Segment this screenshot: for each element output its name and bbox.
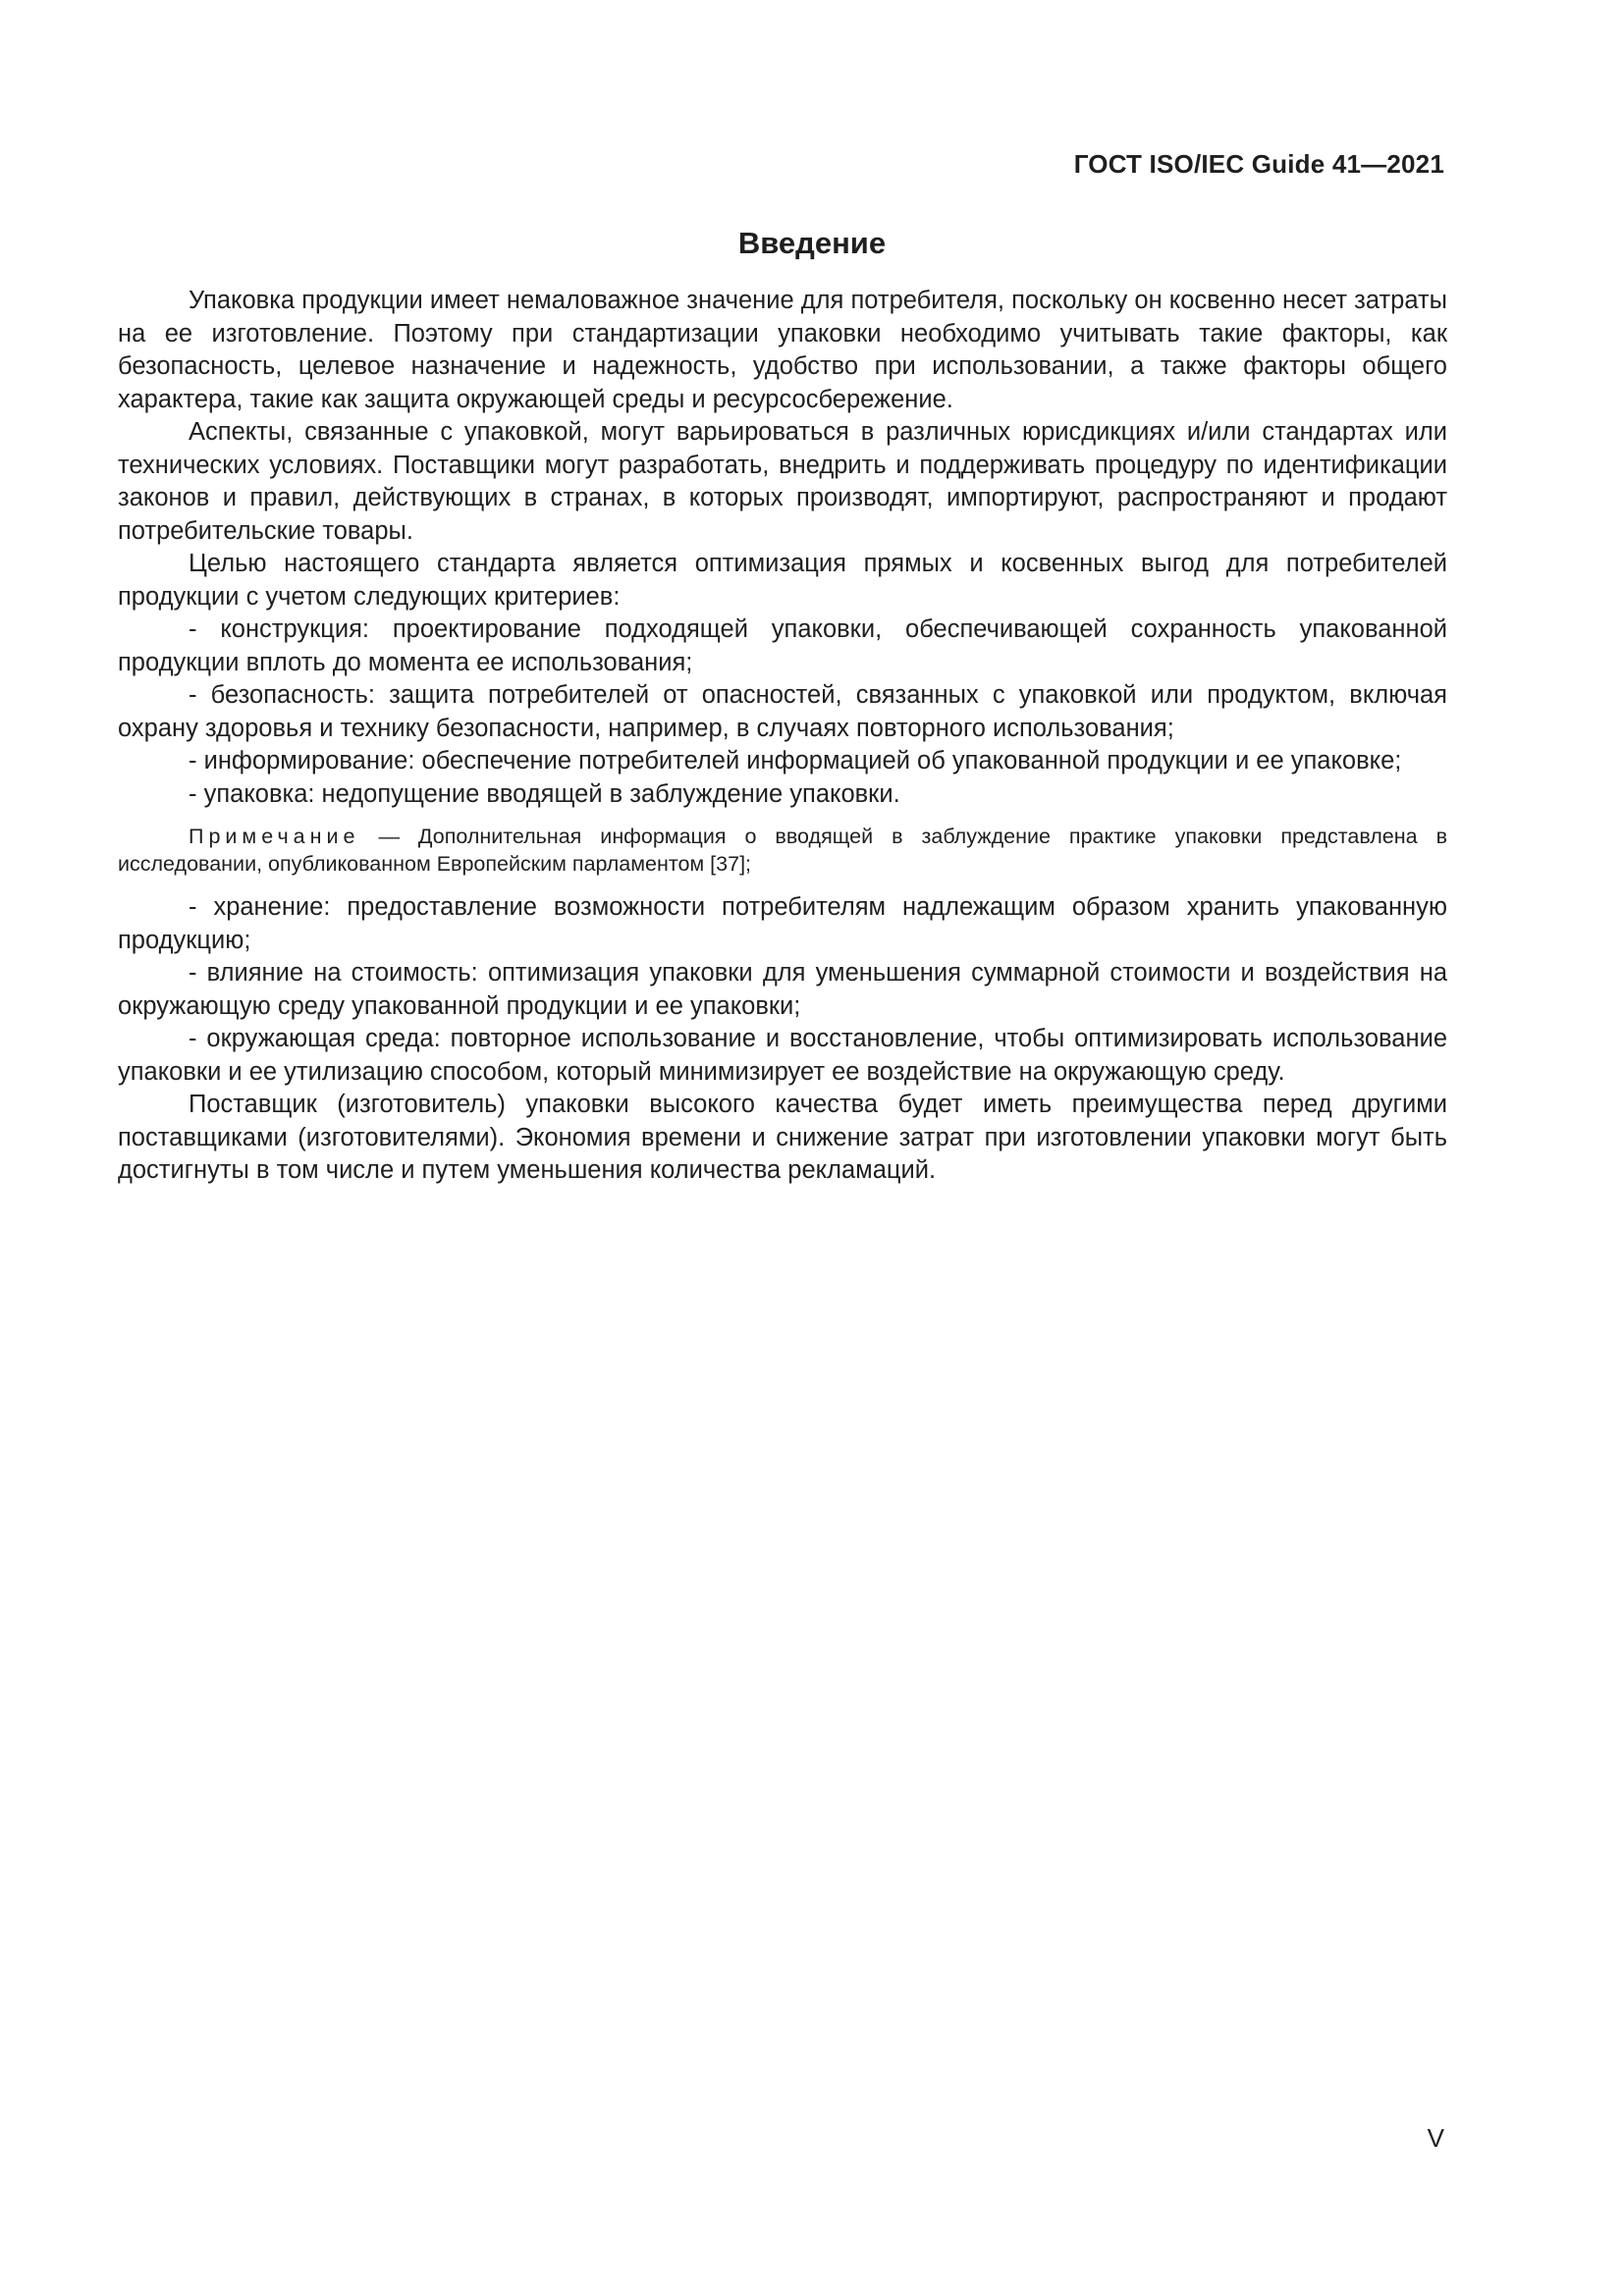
list-item: - упаковка: недопущение вводящей в заблуждение упаковки.	[189, 779, 900, 808]
section-title: Введение	[737, 226, 887, 260]
note	[118, 823, 1447, 878]
list-item: - окружающая среда: повторное использование и восстановление, чтобы оптимизировать использование упаковки и ее утилизацию способом, который минимизирует ее воздействие на окружающую среду.	[118, 1025, 1447, 1086]
note-text: — Дополнительная информация о вводящей в заблуждение практике упаковки представлена в исследовании, опубликованном Европейским парламентом [37];	[118, 825, 1447, 876]
paragraph: Упаковка продукции имеет немаловажное значение для потребителя, поскольку он косвенно несет затраты на ее изготовление. Поэтому при стандартизации упаковки необходимо учитывать такие факторы, как безопасность, целевое назначение и надежность, удобство при использовании, а также факторы общего характера, такие как защита окружающей среды и ресурсосбережение.	[118, 287, 1447, 413]
list-item: - безопасность: защита потребителей от опасностей, связанных с упаковкой или продуктом, включая охрану здоровья и технику безопасности, например, в случаях повторного использования;	[118, 681, 1447, 742]
paragraph: Аспекты, связанные с упаковкой, могут варьироваться в различных юрисдикциях и/или стандартах или технических условиях. Поставщики могут разработать, внедрить и поддерживать процедуру по идентификации законов и правил, действующих в странах, в которых производят, импортируют, распространяют и продают потребительские товары.	[118, 418, 1447, 545]
page-number: V	[1427, 2123, 1444, 2153]
note-label: Примечание	[189, 825, 360, 848]
list-item: - информирование: обеспечение потребителей информацией об упакованной продукции и ее упаковке;	[189, 747, 1402, 774]
list-item: - влияние на стоимость: оптимизация упаковки для уменьшения суммарной стоимости и воздействия на окружающую среду упакованной продукции и ее упаковки;	[118, 959, 1447, 1020]
document-body	[118, 285, 1447, 1188]
document-code: ГОСТ ISO/IEC Guide 41—2021	[1073, 149, 1444, 179]
paragraph: Целью настоящего стандарта является оптимизация прямых и косвенных выгод для потребителей продукции с учетом следующих критериев:	[118, 550, 1447, 611]
list-item: - конструкция: проектирование подходящей упаковки, обеспечивающей сохранность упакованной продукции вплоть до момента ее использования;	[118, 615, 1447, 676]
paragraph: Поставщик (изготовитель) упаковки высокого качества будет иметь преимущества перед другими поставщиками (изготовителями). Экономия времени и снижение затрат при изготовлении упаковки могут быть достигнуты в том числе и путем уменьшения количества рекламаций.	[118, 1091, 1447, 1184]
list-item: - хранение: предоставление возможности потребителям надлежащим образом хранить упакованную продукцию;	[118, 893, 1447, 954]
